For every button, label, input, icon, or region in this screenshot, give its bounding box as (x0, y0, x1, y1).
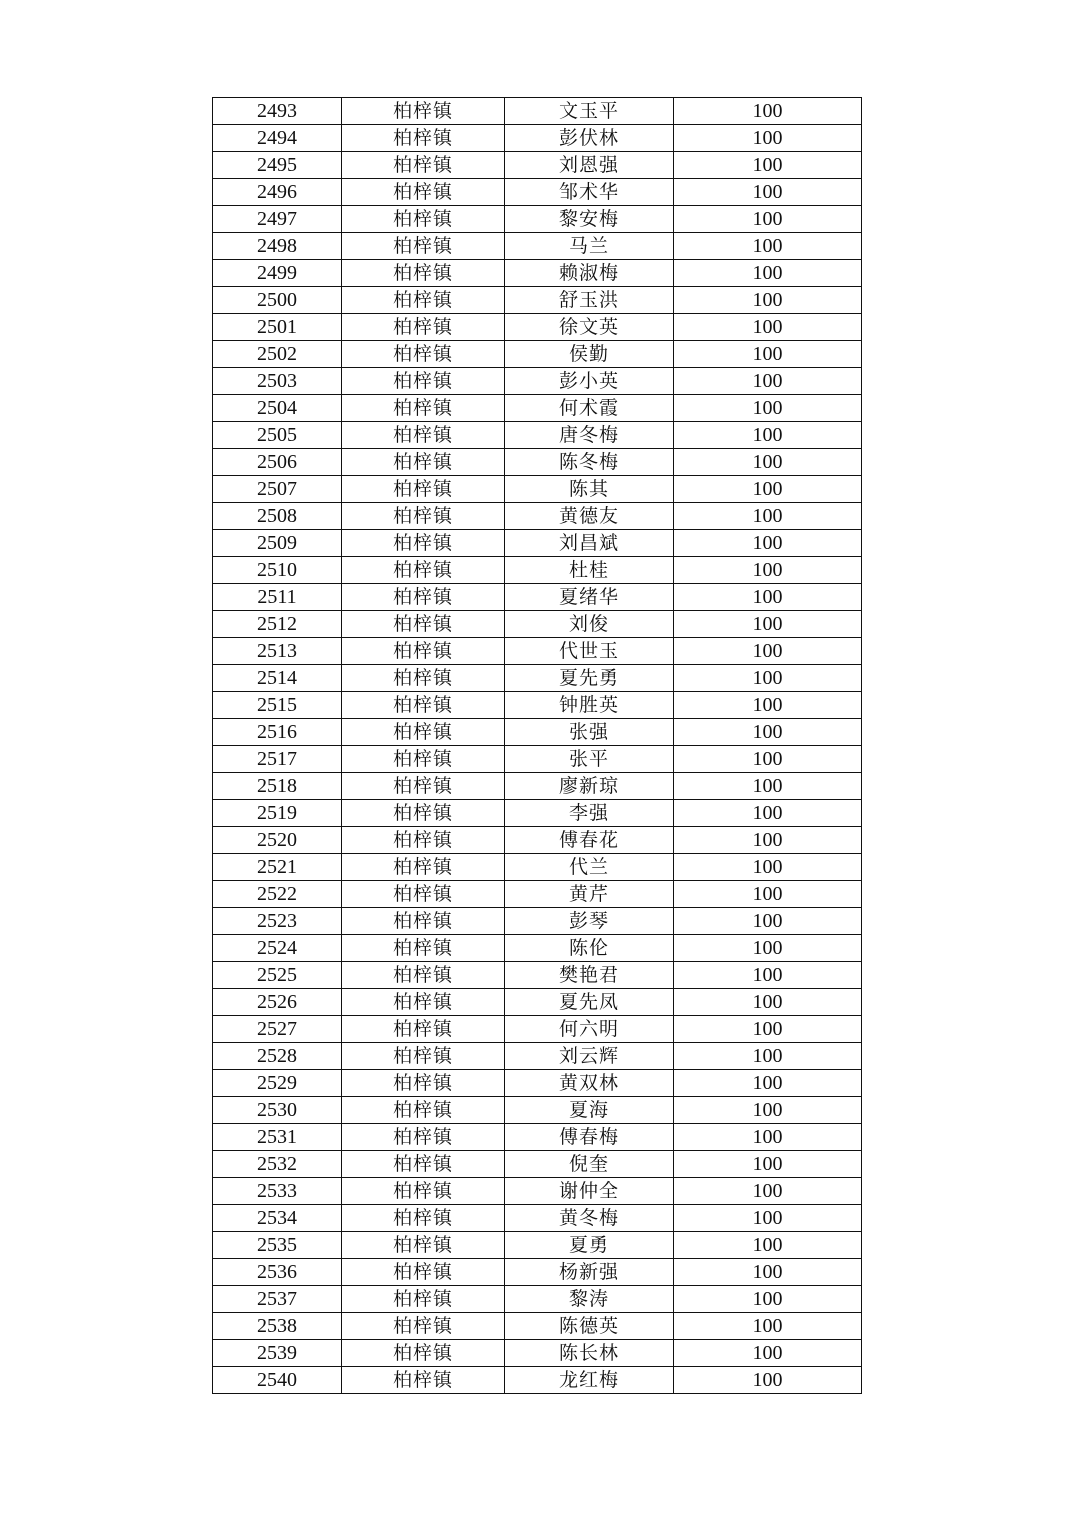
name-cell: 黎涛 (505, 1286, 674, 1313)
name-cell: 彭小英 (505, 368, 674, 395)
row-number-cell: 2519 (213, 800, 342, 827)
amount-cell: 100 (674, 746, 862, 773)
table-row (213, 1151, 862, 1178)
amount-cell: 100 (674, 611, 862, 638)
name-cell: 杨新强 (505, 1259, 674, 1286)
name-cell: 陈其 (505, 476, 674, 503)
amount-cell: 100 (674, 179, 862, 206)
name-cell: 赖淑梅 (505, 260, 674, 287)
town-cell: 柏梓镇 (342, 233, 505, 260)
amount-cell: 100 (674, 584, 862, 611)
amount-cell: 100 (674, 1313, 862, 1340)
town-cell: 柏梓镇 (342, 827, 505, 854)
table-row (213, 1178, 862, 1205)
town-cell: 柏梓镇 (342, 854, 505, 881)
table-row (213, 422, 862, 449)
row-number-cell: 2508 (213, 503, 342, 530)
row-number-cell: 2527 (213, 1016, 342, 1043)
name-cell: 钟胜英 (505, 692, 674, 719)
amount-cell: 100 (674, 287, 862, 314)
row-number-cell: 2510 (213, 557, 342, 584)
amount-cell: 100 (674, 1070, 862, 1097)
town-cell: 柏梓镇 (342, 584, 505, 611)
table-row (213, 233, 862, 260)
name-cell: 刘昌斌 (505, 530, 674, 557)
town-cell: 柏梓镇 (342, 1151, 505, 1178)
table-row (213, 611, 862, 638)
town-cell: 柏梓镇 (342, 206, 505, 233)
row-number-cell: 2532 (213, 1151, 342, 1178)
table-row (213, 1340, 862, 1367)
table-row (213, 584, 862, 611)
amount-cell: 100 (674, 152, 862, 179)
town-cell: 柏梓镇 (342, 1016, 505, 1043)
table-row (213, 1097, 862, 1124)
roster-table (212, 97, 862, 1394)
town-cell: 柏梓镇 (342, 1367, 505, 1394)
amount-cell: 100 (674, 1205, 862, 1232)
name-cell: 夏先凤 (505, 989, 674, 1016)
town-cell: 柏梓镇 (342, 503, 505, 530)
name-cell: 黄芹 (505, 881, 674, 908)
table-row (213, 341, 862, 368)
row-number-cell: 2517 (213, 746, 342, 773)
amount-cell: 100 (674, 773, 862, 800)
table-row (213, 503, 862, 530)
town-cell: 柏梓镇 (342, 98, 505, 125)
amount-cell: 100 (674, 719, 862, 746)
row-number-cell: 2518 (213, 773, 342, 800)
row-number-cell: 2511 (213, 584, 342, 611)
table-row (213, 314, 862, 341)
table-row (213, 368, 862, 395)
town-cell: 柏梓镇 (342, 449, 505, 476)
amount-cell: 100 (674, 881, 862, 908)
amount-cell: 100 (674, 1286, 862, 1313)
amount-cell: 100 (674, 368, 862, 395)
amount-cell: 100 (674, 1340, 862, 1367)
name-cell: 夏绪华 (505, 584, 674, 611)
name-cell: 何六明 (505, 1016, 674, 1043)
amount-cell: 100 (674, 557, 862, 584)
table-row (213, 179, 862, 206)
row-number-cell: 2525 (213, 962, 342, 989)
row-number-cell: 2509 (213, 530, 342, 557)
row-number-cell: 2522 (213, 881, 342, 908)
town-cell: 柏梓镇 (342, 395, 505, 422)
amount-cell: 100 (674, 233, 862, 260)
row-number-cell: 2494 (213, 125, 342, 152)
name-cell: 龙红梅 (505, 1367, 674, 1394)
name-cell: 杜桂 (505, 557, 674, 584)
amount-cell: 100 (674, 1367, 862, 1394)
table-row (213, 1313, 862, 1340)
name-cell: 李强 (505, 800, 674, 827)
name-cell: 马兰 (505, 233, 674, 260)
row-number-cell: 2507 (213, 476, 342, 503)
name-cell: 舒玉洪 (505, 287, 674, 314)
town-cell: 柏梓镇 (342, 638, 505, 665)
amount-cell: 100 (674, 503, 862, 530)
name-cell: 夏海 (505, 1097, 674, 1124)
name-cell: 侯勤 (505, 341, 674, 368)
town-cell: 柏梓镇 (342, 125, 505, 152)
table-row (213, 449, 862, 476)
name-cell: 夏先勇 (505, 665, 674, 692)
town-cell: 柏梓镇 (342, 287, 505, 314)
row-number-cell: 2505 (213, 422, 342, 449)
amount-cell: 100 (674, 935, 862, 962)
amount-cell: 100 (674, 125, 862, 152)
row-number-cell: 2520 (213, 827, 342, 854)
row-number-cell: 2513 (213, 638, 342, 665)
name-cell: 陈德英 (505, 1313, 674, 1340)
name-cell: 张强 (505, 719, 674, 746)
town-cell: 柏梓镇 (342, 908, 505, 935)
name-cell: 代世玉 (505, 638, 674, 665)
name-cell: 唐冬梅 (505, 422, 674, 449)
row-number-cell: 2516 (213, 719, 342, 746)
table-row (213, 260, 862, 287)
row-number-cell: 2535 (213, 1232, 342, 1259)
town-cell: 柏梓镇 (342, 1340, 505, 1367)
table-row (213, 854, 862, 881)
table-row (213, 206, 862, 233)
town-cell: 柏梓镇 (342, 719, 505, 746)
table-row (213, 1205, 862, 1232)
town-cell: 柏梓镇 (342, 935, 505, 962)
town-cell: 柏梓镇 (342, 1070, 505, 1097)
row-number-cell: 2500 (213, 287, 342, 314)
town-cell: 柏梓镇 (342, 1124, 505, 1151)
row-number-cell: 2512 (213, 611, 342, 638)
row-number-cell: 2496 (213, 179, 342, 206)
row-number-cell: 2528 (213, 1043, 342, 1070)
row-number-cell: 2534 (213, 1205, 342, 1232)
name-cell: 黄德友 (505, 503, 674, 530)
name-cell: 夏勇 (505, 1232, 674, 1259)
row-number-cell: 2536 (213, 1259, 342, 1286)
table-row (213, 746, 862, 773)
name-cell: 陈伦 (505, 935, 674, 962)
town-cell: 柏梓镇 (342, 422, 505, 449)
town-cell: 柏梓镇 (342, 530, 505, 557)
row-number-cell: 2540 (213, 1367, 342, 1394)
amount-cell: 100 (674, 1097, 862, 1124)
amount-cell: 100 (674, 422, 862, 449)
town-cell: 柏梓镇 (342, 314, 505, 341)
name-cell: 傅春花 (505, 827, 674, 854)
name-cell: 张平 (505, 746, 674, 773)
table-row (213, 827, 862, 854)
name-cell: 徐文英 (505, 314, 674, 341)
name-cell: 廖新琼 (505, 773, 674, 800)
row-number-cell: 2530 (213, 1097, 342, 1124)
name-cell: 何术霞 (505, 395, 674, 422)
row-number-cell: 2514 (213, 665, 342, 692)
amount-cell: 100 (674, 1178, 862, 1205)
roster-table-body (213, 98, 862, 1394)
table-row (213, 1259, 862, 1286)
table-row (213, 881, 862, 908)
row-number-cell: 2495 (213, 152, 342, 179)
town-cell: 柏梓镇 (342, 476, 505, 503)
name-cell: 黄冬梅 (505, 1205, 674, 1232)
town-cell: 柏梓镇 (342, 746, 505, 773)
name-cell: 邹术华 (505, 179, 674, 206)
amount-cell: 100 (674, 1232, 862, 1259)
table-row (213, 395, 862, 422)
name-cell: 陈冬梅 (505, 449, 674, 476)
table-row (213, 557, 862, 584)
amount-cell: 100 (674, 692, 862, 719)
table-row (213, 935, 862, 962)
town-cell: 柏梓镇 (342, 1205, 505, 1232)
name-cell: 刘俊 (505, 611, 674, 638)
row-number-cell: 2529 (213, 1070, 342, 1097)
amount-cell: 100 (674, 665, 862, 692)
table-row (213, 1016, 862, 1043)
table-row (213, 1232, 862, 1259)
table-row (213, 692, 862, 719)
town-cell: 柏梓镇 (342, 881, 505, 908)
table-row (213, 1124, 862, 1151)
amount-cell: 100 (674, 260, 862, 287)
table-row (213, 908, 862, 935)
table-row (213, 638, 862, 665)
table-row (213, 962, 862, 989)
name-cell: 刘云辉 (505, 1043, 674, 1070)
amount-cell: 100 (674, 1016, 862, 1043)
amount-cell: 100 (674, 989, 862, 1016)
town-cell: 柏梓镇 (342, 1313, 505, 1340)
town-cell: 柏梓镇 (342, 260, 505, 287)
amount-cell: 100 (674, 530, 862, 557)
table-row (213, 665, 862, 692)
town-cell: 柏梓镇 (342, 1097, 505, 1124)
row-number-cell: 2521 (213, 854, 342, 881)
row-number-cell: 2526 (213, 989, 342, 1016)
town-cell: 柏梓镇 (342, 368, 505, 395)
name-cell: 刘恩强 (505, 152, 674, 179)
table-row (213, 800, 862, 827)
row-number-cell: 2503 (213, 368, 342, 395)
town-cell: 柏梓镇 (342, 1286, 505, 1313)
row-number-cell: 2493 (213, 98, 342, 125)
name-cell: 黎安梅 (505, 206, 674, 233)
town-cell: 柏梓镇 (342, 557, 505, 584)
name-cell: 傅春梅 (505, 1124, 674, 1151)
table-row (213, 1286, 862, 1313)
table-row (213, 287, 862, 314)
name-cell: 彭伏林 (505, 125, 674, 152)
row-number-cell: 2499 (213, 260, 342, 287)
town-cell: 柏梓镇 (342, 989, 505, 1016)
amount-cell: 100 (674, 476, 862, 503)
table-row (213, 719, 862, 746)
amount-cell: 100 (674, 827, 862, 854)
row-number-cell: 2501 (213, 314, 342, 341)
name-cell: 谢仲全 (505, 1178, 674, 1205)
table-row (213, 152, 862, 179)
town-cell: 柏梓镇 (342, 179, 505, 206)
town-cell: 柏梓镇 (342, 1043, 505, 1070)
amount-cell: 100 (674, 1043, 862, 1070)
name-cell: 代兰 (505, 854, 674, 881)
row-number-cell: 2531 (213, 1124, 342, 1151)
name-cell: 樊艳君 (505, 962, 674, 989)
amount-cell: 100 (674, 800, 862, 827)
row-number-cell: 2538 (213, 1313, 342, 1340)
name-cell: 倪奎 (505, 1151, 674, 1178)
amount-cell: 100 (674, 314, 862, 341)
table-row (213, 1043, 862, 1070)
town-cell: 柏梓镇 (342, 800, 505, 827)
name-cell: 文玉平 (505, 98, 674, 125)
amount-cell: 100 (674, 449, 862, 476)
row-number-cell: 2504 (213, 395, 342, 422)
town-cell: 柏梓镇 (342, 1178, 505, 1205)
town-cell: 柏梓镇 (342, 773, 505, 800)
amount-cell: 100 (674, 908, 862, 935)
table-row (213, 989, 862, 1016)
row-number-cell: 2523 (213, 908, 342, 935)
row-number-cell: 2515 (213, 692, 342, 719)
amount-cell: 100 (674, 1151, 862, 1178)
table-row (213, 1367, 862, 1394)
town-cell: 柏梓镇 (342, 665, 505, 692)
table-row (213, 98, 862, 125)
row-number-cell: 2524 (213, 935, 342, 962)
name-cell: 黄双林 (505, 1070, 674, 1097)
town-cell: 柏梓镇 (342, 152, 505, 179)
amount-cell: 100 (674, 1124, 862, 1151)
name-cell: 陈长林 (505, 1340, 674, 1367)
row-number-cell: 2506 (213, 449, 342, 476)
table-row (213, 530, 862, 557)
table-row (213, 773, 862, 800)
town-cell: 柏梓镇 (342, 341, 505, 368)
table-row (213, 125, 862, 152)
amount-cell: 100 (674, 638, 862, 665)
row-number-cell: 2533 (213, 1178, 342, 1205)
amount-cell: 100 (674, 854, 862, 881)
row-number-cell: 2498 (213, 233, 342, 260)
row-number-cell: 2537 (213, 1286, 342, 1313)
town-cell: 柏梓镇 (342, 1232, 505, 1259)
town-cell: 柏梓镇 (342, 692, 505, 719)
amount-cell: 100 (674, 98, 862, 125)
row-number-cell: 2497 (213, 206, 342, 233)
table-row (213, 476, 862, 503)
row-number-cell: 2502 (213, 341, 342, 368)
amount-cell: 100 (674, 962, 862, 989)
table-row (213, 1070, 862, 1097)
name-cell: 彭琴 (505, 908, 674, 935)
town-cell: 柏梓镇 (342, 1259, 505, 1286)
row-number-cell: 2539 (213, 1340, 342, 1367)
amount-cell: 100 (674, 395, 862, 422)
town-cell: 柏梓镇 (342, 611, 505, 638)
amount-cell: 100 (674, 341, 862, 368)
amount-cell: 100 (674, 1259, 862, 1286)
amount-cell: 100 (674, 206, 862, 233)
town-cell: 柏梓镇 (342, 962, 505, 989)
